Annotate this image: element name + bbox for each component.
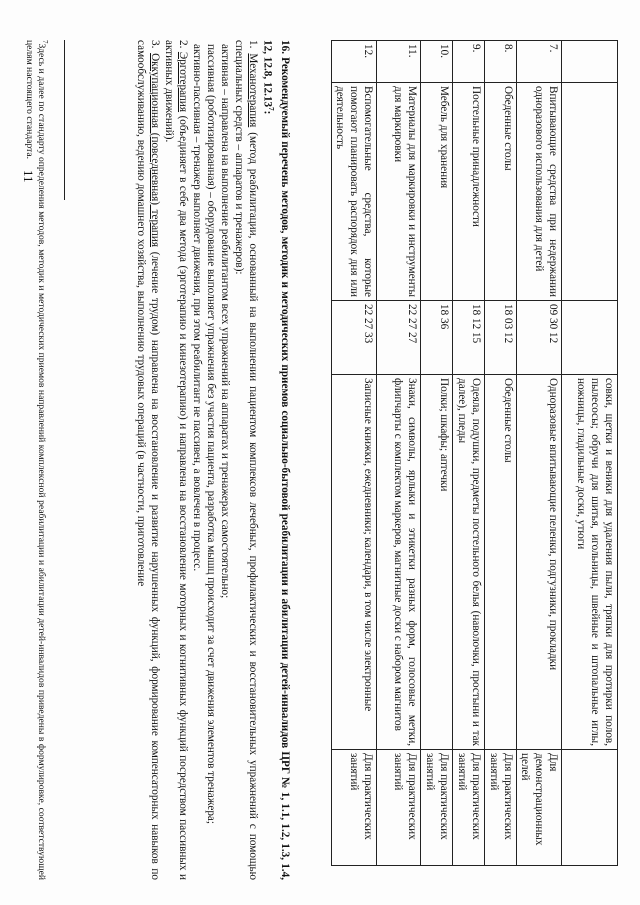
page-number: 11 bbox=[21, 170, 36, 183]
row-number bbox=[562, 41, 618, 83]
row-code: 22 27 27 bbox=[377, 301, 421, 375]
row-description: Знаки, символы, ярлыки и этикетки разных форм, голосовые метки, флипчарты с комплектом маркеров, магнитные доски с набором магнитов bbox=[377, 375, 421, 750]
row-number: 10. bbox=[421, 41, 453, 83]
footnote bbox=[23, 40, 51, 880]
table-row bbox=[377, 41, 421, 866]
row-purpose: Для практических занятий bbox=[453, 750, 485, 866]
table-row bbox=[421, 41, 453, 866]
row-code bbox=[562, 301, 618, 375]
row-number: 7. bbox=[517, 41, 562, 83]
row-code: 09 30 12 bbox=[517, 301, 562, 375]
row-purpose: Для практических занятий bbox=[377, 750, 421, 866]
method-subitem: пассивная (роботизированная) – оборудование выполняет упражнения без участия пациента, разработка мышц происходит за счет движения элементов тренажера; bbox=[205, 44, 218, 824]
row-name bbox=[562, 83, 618, 301]
row-number: 8. bbox=[485, 41, 517, 83]
method-head: Эрготерапия bbox=[177, 51, 190, 113]
row-description: Записные книжки, ежедневники; календари, в том числе электронные bbox=[332, 375, 377, 750]
method-head: Механотерапия bbox=[247, 53, 260, 128]
section-title-footnote-mark: 7 bbox=[267, 107, 275, 111]
row-name: Обеденные столы bbox=[485, 83, 517, 301]
row-code: 18 12 15 bbox=[453, 301, 485, 375]
method-subitem: активно-пассивная – тренажер выполняет движения, при этом реабилитант не пассивен, а вовлечен в процесс. bbox=[191, 44, 204, 572]
row-code: 18 36 bbox=[421, 301, 453, 375]
row-code: 22 27 33 bbox=[332, 301, 377, 375]
row-name: Материалы для маркировки и инструменты для маркировки bbox=[377, 83, 421, 301]
section-title-colon: : bbox=[261, 110, 274, 115]
section-title bbox=[260, 40, 292, 880]
method-head: Оккупационная (повседневная) терапия bbox=[149, 53, 162, 248]
method-number: 1. bbox=[247, 40, 260, 49]
row-number: 12. bbox=[332, 41, 377, 83]
table-row bbox=[453, 41, 485, 866]
row-purpose bbox=[562, 750, 618, 866]
row-code: 18 03 12 bbox=[485, 301, 517, 375]
row-description: совки, щетки и веники для удаления пыли, тряпки для протирки полов, пылесосы; обручи для шитья, игольницы, швейные и штопальные иглы, ножницы, гладильные доски, утюги bbox=[562, 375, 618, 750]
row-number: 9. bbox=[453, 41, 485, 83]
method-subitem: активная – направлена на выполнение реабилитантом всех упражнений на аппаратах и тренажерах самостоятельно; bbox=[219, 44, 232, 599]
row-description: Обеденные столы bbox=[485, 375, 517, 750]
table-body bbox=[332, 41, 618, 866]
method-item bbox=[134, 40, 162, 880]
table-row bbox=[562, 41, 618, 866]
row-description: Полки; шкафы; аптечки bbox=[421, 375, 453, 750]
row-name: Постельные принадлежности bbox=[453, 83, 485, 301]
method-item bbox=[232, 40, 260, 880]
row-name: Мебель для хранения bbox=[421, 83, 453, 301]
rehab-means-table bbox=[331, 40, 618, 866]
table-row bbox=[517, 41, 562, 866]
row-purpose: Для практических занятий bbox=[421, 750, 453, 866]
method-text: (лечение трудом) направлена на восстановление и развитие нарушенных функций, формирование компенсаторных навыков по самообслуживанию, ведению домашнего хозяйства, выполнению трудовых операций (в частности, приготовление bbox=[135, 40, 162, 881]
row-description: Одноразовые впитывающие пеленки, подгузники, прокладки bbox=[517, 375, 562, 750]
equipment-table bbox=[302, 40, 618, 865]
methods-section bbox=[134, 40, 292, 880]
row-description: Одеяла, подушки, предметы постельного белья (наволочки, простыни и так далее), пледы bbox=[453, 375, 485, 750]
table-row bbox=[485, 41, 517, 866]
method-text: (метод реабилитации, основанный на выполнении пациентом комплексов лечебных, профилактических и восстановительных упражнений с помощью специальных средств – аппаратов и тренажеров): bbox=[233, 40, 260, 880]
footnote-mark: 7 bbox=[41, 40, 50, 44]
method-list bbox=[134, 40, 260, 880]
footnote-text: Здесь и далее по стандарту определения методов, методик и методических приемов направлений комплексной реабилитации и абилитации детей-инвалидов приведены в формулировке, соответствующей целям настоящего стандарта. bbox=[24, 40, 48, 880]
row-purpose: Для демонстрационных целей bbox=[517, 750, 562, 866]
row-purpose: Для практических занятий bbox=[485, 750, 517, 866]
footnote-divider bbox=[64, 40, 65, 200]
row-number: 11. bbox=[377, 41, 421, 83]
method-number: 2. bbox=[177, 40, 190, 49]
table-row bbox=[332, 41, 377, 866]
method-text: (объединяет в себе два метода (эрготерапию и кинезотерапию) и направлена на восстановление моторных и когнитивных функций посредством пассивных и активных движений). bbox=[163, 40, 190, 880]
method-item bbox=[162, 40, 190, 880]
row-name: Впитывающие средства при недержании одноразового использования для детей bbox=[517, 83, 562, 301]
method-number: 3. bbox=[149, 40, 162, 49]
row-purpose: Для практических занятий bbox=[332, 750, 377, 866]
row-name: Вспомогательные средства, которые помогают планировать распорядок дня или деятельность bbox=[332, 83, 377, 301]
section-title-text: 16. Рекомендуемый перечень методов, методик и методических приемов социально-бытовой реабилитации и абилитации детей-инвалидов ЦРГ № 1, 1.1, 1.2, 1.3, 1.4, 12, 12.8, 12.13 bbox=[261, 40, 291, 880]
